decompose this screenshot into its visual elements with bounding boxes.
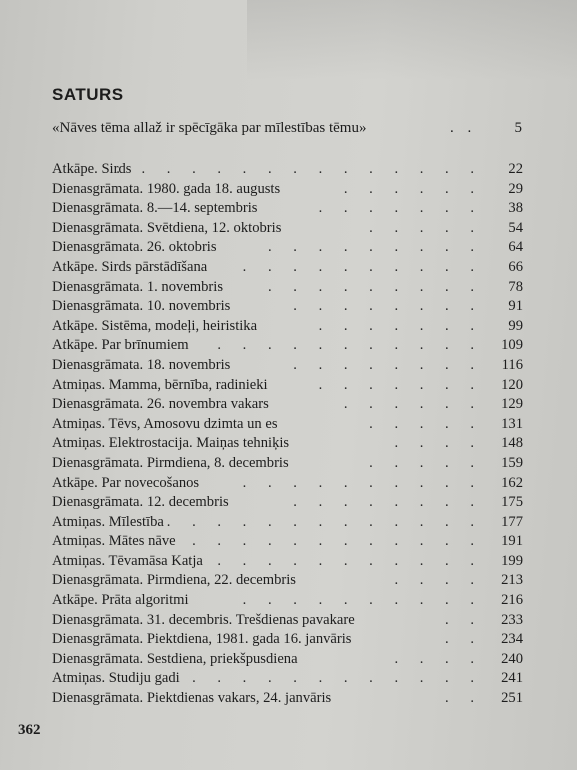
toc-entry — [52, 297, 523, 317]
toc-entry-page: 29 — [508, 180, 523, 197]
toc-entry-leader: . . — [445, 631, 483, 648]
toc-entry — [52, 395, 523, 415]
toc-entry — [52, 199, 523, 219]
toc-entry-leader: . . . . . . . . . — [267, 239, 483, 256]
toc-list — [52, 160, 523, 709]
toc-entry-page: 109 — [501, 337, 523, 354]
toc-entry — [52, 669, 523, 689]
toc-entry-leader: . . . . . . . — [318, 317, 483, 334]
toc-intro-title: «Nāves tēma allaž ir spēcīgāka par mīlestības tēmu» — [52, 120, 367, 136]
bleed-through-shadow — [247, 0, 577, 80]
toc-entry-title: Atmiņas. Tēvs, Amosovu dzimta un es — [52, 415, 278, 432]
toc-entry-title: Atmiņas. Mamma, bērnība, radinieki — [52, 376, 268, 393]
toc-entry — [52, 532, 523, 552]
toc-entry — [52, 278, 523, 298]
toc-entry-title: Atmiņas. Elektrostacija. Maiņas tehniķis — [52, 435, 290, 452]
toc-entry — [52, 160, 523, 180]
toc-entry-leader: . . . . . . . . . . . . — [192, 670, 483, 687]
toc-entry-title: Dienasgrāmata. 8.—14. septembris — [52, 200, 258, 217]
toc-entry-leader: . . . . . . . . . . . . . — [166, 513, 483, 530]
toc-entry-leader: . . . . . . . . . . — [242, 474, 483, 491]
toc-entry-leader: . . . . . — [369, 219, 483, 236]
toc-entry-page: 91 — [508, 298, 523, 315]
toc-intro-leader: . . — [450, 120, 477, 136]
toc-entry-leader: . . . . — [394, 435, 483, 452]
toc-entry-leader: . . . . . . . . — [293, 356, 483, 373]
toc-entry-leader: . . . . — [394, 572, 483, 589]
toc-entry — [52, 180, 523, 200]
toc-entry-page: 240 — [501, 650, 523, 667]
toc-entry — [52, 317, 523, 337]
toc-entry — [52, 552, 523, 572]
toc-entry-leader: . . . . . . . . — [293, 298, 483, 315]
toc-entry-leader: . . . . . . . — [318, 200, 483, 217]
toc-entry — [52, 356, 523, 376]
toc-entry-page: 131 — [501, 415, 523, 432]
toc-entry-title: Dienasgrāmata. Pirmdiena, 8. decembris — [52, 454, 289, 471]
toc-entry-title: Dienasgrāmata. 18. novembris — [52, 356, 231, 373]
toc-entry — [52, 258, 523, 278]
toc-entry — [52, 571, 523, 591]
toc-entry-page: 162 — [501, 474, 523, 491]
toc-entry-page: 251 — [501, 690, 523, 707]
toc-entry-title: Dienasgrāmata. Piektdienas vakars, 24. janvāris — [52, 690, 332, 707]
toc-entry — [52, 611, 523, 631]
toc-entry — [52, 689, 523, 709]
toc-entry-page: 120 — [501, 376, 523, 393]
toc-entry-title: Atkāpe. Par novecošanos — [52, 474, 200, 491]
toc-entry-title: Dienasgrāmata. 31. decembris. Trešdienas pavakare — [52, 611, 355, 628]
toc-entry — [52, 493, 523, 513]
toc-intro-entry — [52, 120, 522, 140]
toc-entry-page: 241 — [501, 670, 523, 687]
toc-entry-page: 129 — [501, 396, 523, 413]
toc-entry-page: 216 — [501, 592, 523, 609]
toc-entry-leader: . . — [445, 611, 483, 628]
toc-entry-title: Dienasgrāmata. Piektdiena, 1981. gada 16. janvāris — [52, 631, 352, 648]
toc-entry-page: 38 — [508, 200, 523, 217]
toc-entry-title: Atmiņas. Tēvamāsa Katja — [52, 552, 203, 569]
toc-entry-leader: . . . . . . . . . . . . . . . — [116, 161, 483, 177]
toc-entry-title: Atkāpe. Sistēma, modeļi, heiristika — [52, 317, 258, 334]
toc-entry-title: Atkāpe. Par brīnumiem — [52, 337, 189, 354]
toc-entry — [52, 219, 523, 239]
toc-entry-page: 66 — [508, 258, 523, 275]
toc-entry-page: 22 — [508, 161, 523, 177]
toc-entry — [52, 630, 523, 650]
toc-entry-leader: . . . . . — [369, 454, 483, 471]
toc-entry-title: Atkāpe. Sirds — [52, 161, 132, 177]
toc-entry-leader: . . . . . . . — [318, 376, 483, 393]
toc-entry-title: Atmiņas. Mīlestība — [52, 513, 164, 530]
toc-entry-title: Dienasgrāmata. 12. decembris — [52, 494, 229, 511]
toc-entry — [52, 591, 523, 611]
toc-entry-title: Dienasgrāmata. Svētdiena, 12. oktobris — [52, 219, 282, 236]
toc-entry-page: 99 — [508, 317, 523, 334]
toc-entry-leader: . . . . . . . . . . — [242, 258, 483, 275]
toc-entry-page: 233 — [501, 611, 523, 628]
toc-entry-page: 175 — [501, 494, 523, 511]
toc-entry-page: 64 — [508, 239, 523, 256]
contents-heading: SATURS — [52, 85, 124, 104]
toc-entry-page: 234 — [501, 631, 523, 648]
toc-entry-page: 199 — [501, 552, 523, 569]
toc-entry-leader: . . . . . . . . — [293, 494, 483, 511]
toc-entry-title: Dienasgrāmata. Sestdiena, priekšpusdiena — [52, 650, 298, 667]
toc-entry-leader: . . . . . — [369, 415, 483, 432]
toc-entry-leader: . . — [445, 690, 483, 707]
toc-entry — [52, 238, 523, 258]
toc-entry-page: 148 — [501, 435, 523, 452]
toc-entry — [52, 454, 523, 474]
toc-entry — [52, 336, 523, 356]
toc-entry-leader: . . . . . . — [343, 396, 483, 413]
toc-entry — [52, 650, 523, 670]
toc-entry-title: Dienasgrāmata. Pirmdiena, 22. decembris — [52, 572, 296, 589]
toc-entry-title: Atkāpe. Sirds pārstādīšana — [52, 258, 208, 275]
toc-entry — [52, 474, 523, 494]
toc-entry-leader: . . . . . . . . . . . — [217, 552, 483, 569]
toc-entry-page: 213 — [501, 572, 523, 589]
toc-entry — [52, 415, 523, 435]
toc-entry-title: Dienasgrāmata. 26. novembra vakars — [52, 396, 269, 413]
toc-entry-page: 191 — [501, 533, 523, 550]
toc-entry-title: Dienasgrāmata. 1. novembris — [52, 278, 224, 295]
page-number: 362 — [18, 722, 41, 738]
toc-entry-title: Dienasgrāmata. 1980. gada 18. augusts — [52, 180, 281, 197]
toc-entry-title: Atkāpe. Prāta algoritmi — [52, 592, 189, 609]
toc-entry-leader: . . . . . . . . . . . — [217, 337, 483, 354]
toc-entry-page: 177 — [501, 513, 523, 530]
toc-entry-leader: . . . . . . . . . — [267, 278, 483, 295]
toc-entry-title: Atmiņas. Studiju gadi — [52, 670, 180, 687]
toc-entry-page: 116 — [501, 356, 523, 373]
toc-intro-page: 5 — [514, 120, 522, 136]
toc-entry-page: 54 — [508, 219, 523, 236]
toc-entry-leader: . . . . . . — [343, 180, 483, 197]
toc-entry — [52, 376, 523, 396]
toc-entry — [52, 434, 523, 454]
toc-entry-title: Atmiņas. Mātes nāve — [52, 533, 176, 550]
toc-entry — [52, 513, 523, 533]
toc-entry-title: Dienasgrāmata. 26. oktobris — [52, 239, 217, 256]
toc-entry-leader: . . . . . . . . . . . . — [192, 533, 483, 550]
toc-entry-leader: . . . . — [394, 650, 483, 667]
toc-entry-leader: . . . . . . . . . . — [242, 592, 483, 609]
toc-entry-title: Dienasgrāmata. 10. novembris — [52, 298, 231, 315]
toc-entry-page: 78 — [508, 278, 523, 295]
toc-entry-page: 159 — [501, 454, 523, 471]
